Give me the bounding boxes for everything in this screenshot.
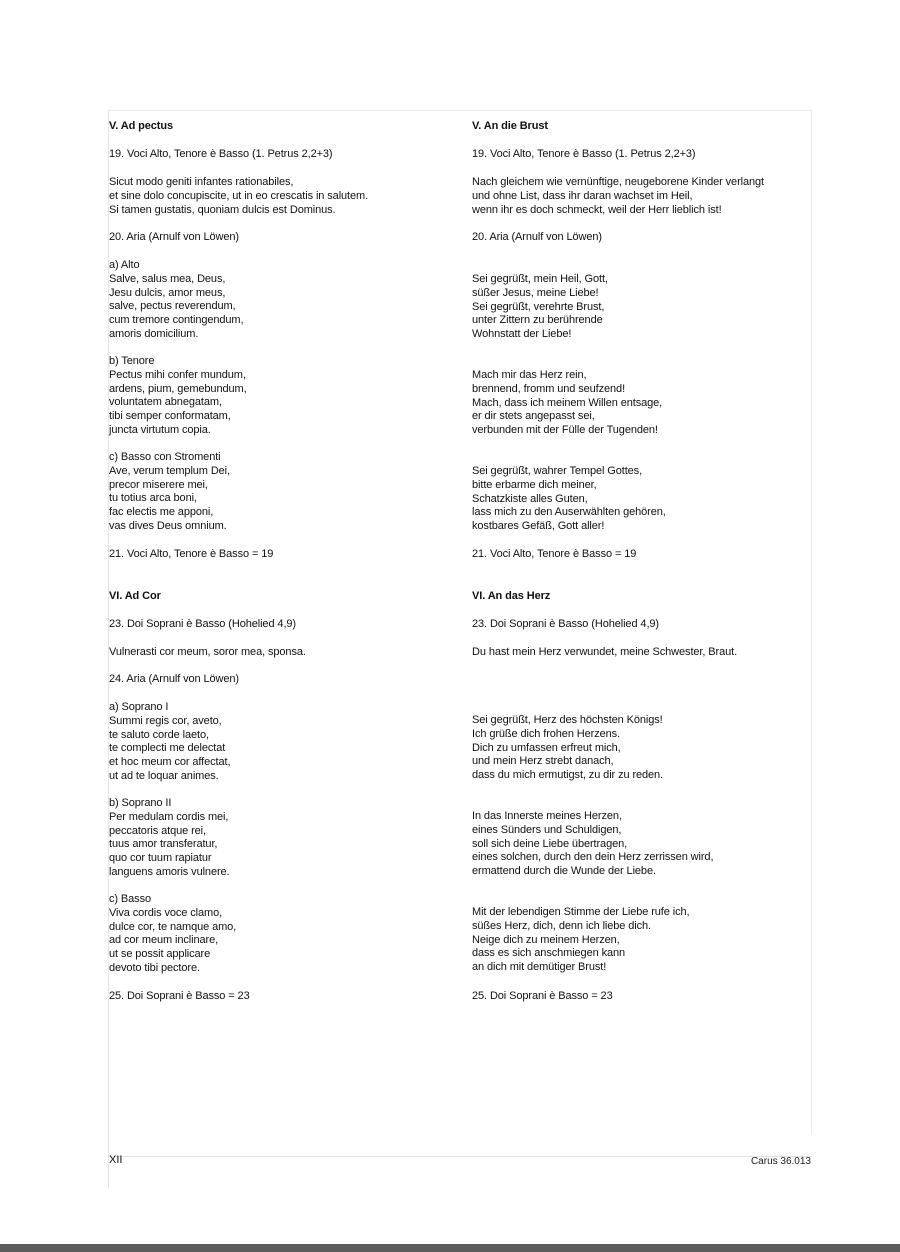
heading-text: V. An die Brust <box>472 120 548 132</box>
text-line: devoto tibi pectore. <box>109 961 200 974</box>
heading-text: VI. Ad Cor <box>109 590 161 602</box>
section-heading <box>109 590 459 604</box>
text-block <box>472 714 808 783</box>
text-line: bitte erbarme dich meiner, <box>472 478 597 491</box>
viewer-bottom-bar <box>0 1244 900 1252</box>
text-line: Dich zu umfassen erfreut mich, <box>472 741 621 754</box>
text-block <box>109 646 459 660</box>
text-line: 25. Doi Soprani è Basso = 23 <box>472 990 613 1002</box>
section-heading <box>472 120 808 134</box>
text-line: et hoc meum cor affectat, <box>109 756 231 769</box>
text-line: 19. Voci Alto, Tenore è Basso (1. Petrus 2,2+3) <box>472 148 696 160</box>
text-line: precor miserere mei, <box>109 478 208 491</box>
text-line: 20. Aria (Arnulf von Löwen) <box>472 231 602 243</box>
text-line: 25. Doi Soprani è Basso = 23 <box>109 990 250 1002</box>
text-block <box>109 893 459 976</box>
text-line: Salve, salus mea, Deus, <box>109 272 226 285</box>
text-block <box>109 797 459 880</box>
text-block <box>472 618 808 632</box>
heading-text: V. Ad pectus <box>109 120 174 132</box>
text-line: ermattend durch die Wunde der Liebe. <box>472 865 656 878</box>
text-line: Sei gegrüßt, mein Heil, Gott, <box>472 273 608 285</box>
text-line: tuus amor transferatur, <box>109 838 218 851</box>
text-line: a) Soprano I <box>109 701 169 713</box>
page-frame-top <box>108 110 812 111</box>
text-line: Sicut modo geniti infantes rationabiles, <box>109 176 294 188</box>
text-block <box>109 548 459 562</box>
text-block <box>472 548 808 562</box>
text-block <box>109 148 459 162</box>
text-line: soll sich deine Liebe übertragen, <box>472 837 628 850</box>
text-line: ad cor meum inclinare, <box>109 934 219 947</box>
text-line: Summi regis cor, aveto, <box>109 714 222 727</box>
text-line: Nach gleichem wie vernünftige, neugeborene Kinder verlangt <box>472 176 764 188</box>
page-number: XII <box>109 1154 123 1166</box>
section-heading <box>109 120 459 134</box>
text-block <box>109 176 459 217</box>
footer-divider <box>108 1156 812 1157</box>
text-line: 24. Aria (Arnulf von Löwen) <box>109 673 239 685</box>
text-line: dass es sich anschmiegen kann <box>472 947 626 960</box>
text-line: a) Alto <box>109 259 140 271</box>
text-block <box>472 176 808 217</box>
text-line: Per medulam cordis mei, <box>109 810 229 823</box>
text-line: Sei gegrüßt, wahrer Tempel Gottes, <box>472 465 643 477</box>
text-line: Sei gegrüßt, verehrte Brust, <box>472 300 605 313</box>
text-block <box>472 990 808 1004</box>
text-line: ut se possit applicare <box>109 948 211 961</box>
text-line: eines Sünders und Schuldigen, <box>472 823 622 836</box>
text-line: quo cor tuum rapiatur <box>109 852 212 865</box>
text-line: Viva cordis voce clamo, <box>109 906 223 919</box>
text-line: er dir stets angepasst sei, <box>472 410 595 423</box>
text-block <box>109 701 459 784</box>
text-block <box>109 673 459 687</box>
text-block <box>109 618 459 632</box>
text-line: te complecti me delectat <box>109 742 226 755</box>
text-block <box>472 810 808 879</box>
text-block <box>472 231 808 245</box>
text-block <box>109 259 459 342</box>
text-line: 21. Voci Alto, Tenore è Basso = 19 <box>109 548 274 560</box>
text-line: amoris domicilium. <box>109 327 199 340</box>
text-line: Wohnstatt der Liebe! <box>472 328 572 341</box>
text-line: b) Tenore <box>109 355 155 367</box>
text-line: 23. Doi Soprani è Basso (Hohelied 4,9) <box>472 618 659 630</box>
text-line: b) Soprano II <box>109 797 172 809</box>
text-line: Neige dich zu meinem Herzen, <box>472 933 620 946</box>
text-line: Mach mir das Herz rein, <box>472 369 587 381</box>
text-line: peccatoris atque rei, <box>109 824 206 837</box>
text-line: Mach, dass ich meinem Willen entsage, <box>472 396 663 409</box>
catalog-number: Carus 36.013 <box>750 1156 811 1167</box>
text-line: an dich mit demütiger Brust! <box>472 961 607 974</box>
text-block <box>109 451 459 534</box>
text-line: Jesu dulcis, amor meus, <box>109 286 226 299</box>
text-line: Ich grüße dich frohen Herzens. <box>472 727 621 740</box>
text-line: c) Basso <box>109 893 151 905</box>
text-line: Mit der lebendigen Stimme der Liebe rufe ich, <box>472 906 690 918</box>
text-line: verbunden mit der Fülle der Tugenden! <box>472 424 658 437</box>
text-line: dulce cor, te namque amo, <box>109 920 237 933</box>
text-line: Du hast mein Herz verwundet, meine Schwester, Braut. <box>472 646 738 658</box>
text-line: unter Zittern zu berührende <box>472 314 603 327</box>
text-line: tibi semper conformatam, <box>109 410 231 423</box>
text-line: fac electis me apponi, <box>109 506 214 519</box>
text-line: voluntatem abnegatam, <box>109 396 222 409</box>
text-line: languens amoris vulnere. <box>109 865 230 878</box>
text-line: te saluto corde laeto, <box>109 728 209 741</box>
text-line: Sei gegrüßt, Herz des höchsten Königs! <box>472 714 663 726</box>
text-block <box>472 465 808 534</box>
page-frame-right <box>811 110 812 1134</box>
text-line: 19. Voci Alto, Tenore è Basso (1. Petrus 2,2+3) <box>109 148 333 160</box>
text-line: süßer Jesus, meine Liebe! <box>472 286 599 299</box>
text-line: wenn ihr es doch schmeckt, weil der Herr lieblich ist! <box>472 203 722 216</box>
text-line: brennend, fromm und seufzend! <box>472 382 626 395</box>
text-line: salve, pectus reverendum, <box>109 300 236 313</box>
text-line: eines solchen, durch den dein Herz zerrissen wird, <box>472 851 714 864</box>
text-block <box>472 646 808 660</box>
text-line: ut ad te loquar animes. <box>109 769 219 782</box>
text-line: kostbares Gefäß, Gott aller! <box>472 520 605 533</box>
text-line: et sine dolo concupiscite, ut in eo crescatis in salutem. <box>109 189 369 202</box>
text-block <box>472 906 808 975</box>
text-block <box>472 369 808 438</box>
text-line: Schatzkiste alles Guten, <box>472 492 588 505</box>
text-line: Vulnerasti cor meum, soror mea, sponsa. <box>109 646 306 658</box>
text-block <box>472 148 808 162</box>
text-line: Pectus mihi confer mundum, <box>109 368 246 381</box>
text-line: c) Basso con Stromenti <box>109 451 221 463</box>
text-line: juncta virtutum copia. <box>109 423 211 436</box>
text-line: und ohne List, dass ihr daran wachset im Heil, <box>472 189 693 202</box>
text-line: 21. Voci Alto, Tenore è Basso = 19 <box>472 548 637 560</box>
text-line: Ave, verum templum Dei, <box>109 464 230 477</box>
text-block <box>109 990 459 1004</box>
text-line: lass mich zu den Auserwählten gehören, <box>472 506 666 519</box>
text-line: vas dives Deus omnium. <box>109 519 227 532</box>
text-line: süßes Herz, dich, denn ich liebe dich. <box>472 919 652 932</box>
text-line: tu totius arca boni, <box>109 492 197 505</box>
text-line: und mein Herz strebt danach, <box>472 755 614 768</box>
text-line: In das Innerste meines Herzen, <box>472 810 622 822</box>
text-line: cum tremore contingendum, <box>109 314 244 327</box>
text-line: dass du mich ermutigst, zu dir zu reden. <box>472 769 664 782</box>
text-block <box>109 231 459 245</box>
text-line: Si tamen gustatis, quoniam dulcis est Dominus. <box>109 203 336 216</box>
text-line: ardens, pium, gemebundum, <box>109 382 247 395</box>
text-line: 20. Aria (Arnulf von Löwen) <box>109 231 239 243</box>
section-heading <box>472 590 808 604</box>
heading-text: VI. An das Herz <box>472 590 551 602</box>
text-block <box>109 355 459 438</box>
text-line: 23. Doi Soprani è Basso (Hohelied 4,9) <box>109 618 296 630</box>
text-block <box>472 273 808 342</box>
